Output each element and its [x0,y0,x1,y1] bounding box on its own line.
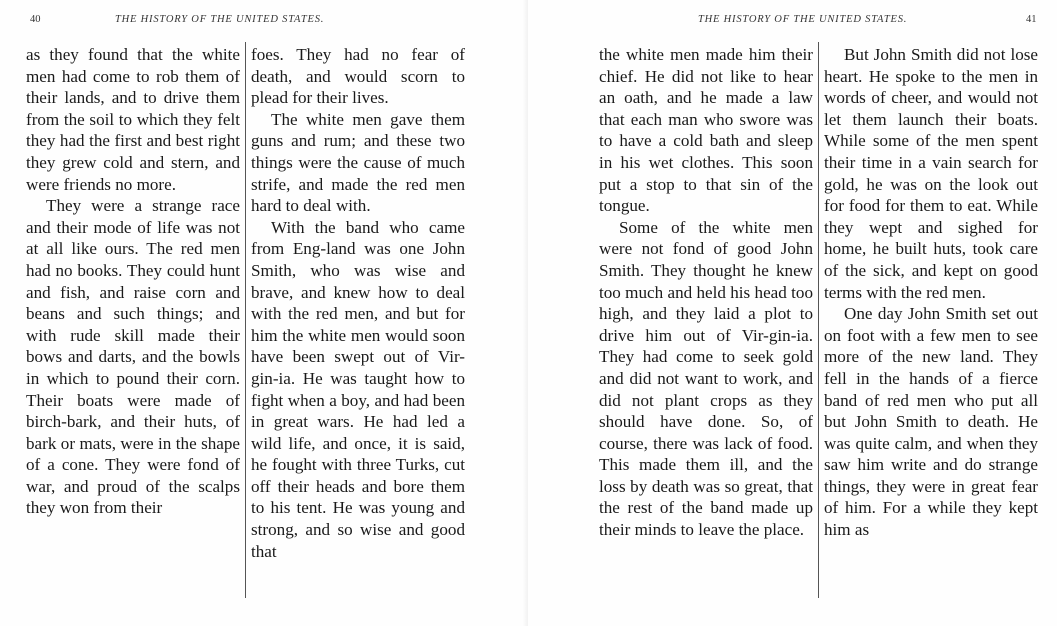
left-page-number: 40 [30,14,41,25]
paragraph: They were a strange race and their mode of life was not at all like ours. The red men had no books. They could hunt and fish, and raise corn and beans and such things; and with rude skill made their bows and darts, and the bowls in which to pound their corn. Their boats were made of birch-bark, and their huts, of bark or mats, were in the shape of a cone. They were fond of war, and proud of the scalps they won from their [26,196,240,518]
left-column-2 [251,44,465,562]
paragraph: the white men made him their chief. He did not like to hear an oath, and he made a law that each man who swore was to have a cold bath and sleep in his wet clothes. This soon put a stop to that sin of the tongue. [599,45,813,216]
right-page [528,0,1057,626]
paragraph: With the band who came from Eng-land was one John Smith, who was wise and brave, and knew how to deal with the red men, and but for him the white men would soon have been swept out of Vir-gin-ia. He was taught how to fight when a boy, and had been in great wars. He had led a wild life, and once, it is said, he fought with three Turks, cut off their heads and bore them to his tent. He was young and strong, and so wise and good that [251,217,465,561]
left-page [0,0,528,626]
column-rule [245,42,246,598]
paragraph: foes. They had no fear of death, and would scorn to plead for their lives. [251,45,465,108]
paragraph: But John Smith did not lose heart. He spoke to the men in words of cheer, and would not let them launch their boats. While some of the men spent their time in a vain search for gold, he was on the look out for food for them to eat. While they wept and sighed for home, he built huts, took care of the sick, and kept on good terms with the red men. [824,45,1038,302]
right-running-head: THE HISTORY OF THE UNITED STATES. [698,14,908,25]
left-running-head: THE HISTORY OF THE UNITED STATES. [115,14,325,25]
right-column-2 [824,44,1038,541]
left-column-1 [26,44,240,519]
column-rule [818,42,819,598]
right-column-1 [599,44,813,541]
right-page-number: 41 [1026,14,1037,25]
paragraph: One day John Smith set out on foot with a few men to see more of the new land. They fell in the hands of a fierce band of red men who put all but John Smith to death. He was quite calm, and when they saw him write and do strange things, they were in great fear of him. For a while they kept him as [824,304,1038,540]
paragraph: Some of the white men were not fond of good John Smith. They thought he knew too much and held his head too high, and they laid a plot to drive him out of Vir-gin-ia. They had come to seek gold and did not want to work, and did not plant crops as they should have done. So, of course, there was lack of food. This made them ill, and the loss by death was so great, that the rest of the band made up their minds to leave the place. [599,217,813,540]
paragraph: The white men gave them guns and rum; and these two things were the cause of much strife, and made the red men hard to deal with. [251,109,465,216]
paragraph: as they found that the white men had come to rob them of their lands, and to drive them from the soil to which they felt they had the first and best right they grew cold and stern, and were friends no more. [26,45,240,194]
